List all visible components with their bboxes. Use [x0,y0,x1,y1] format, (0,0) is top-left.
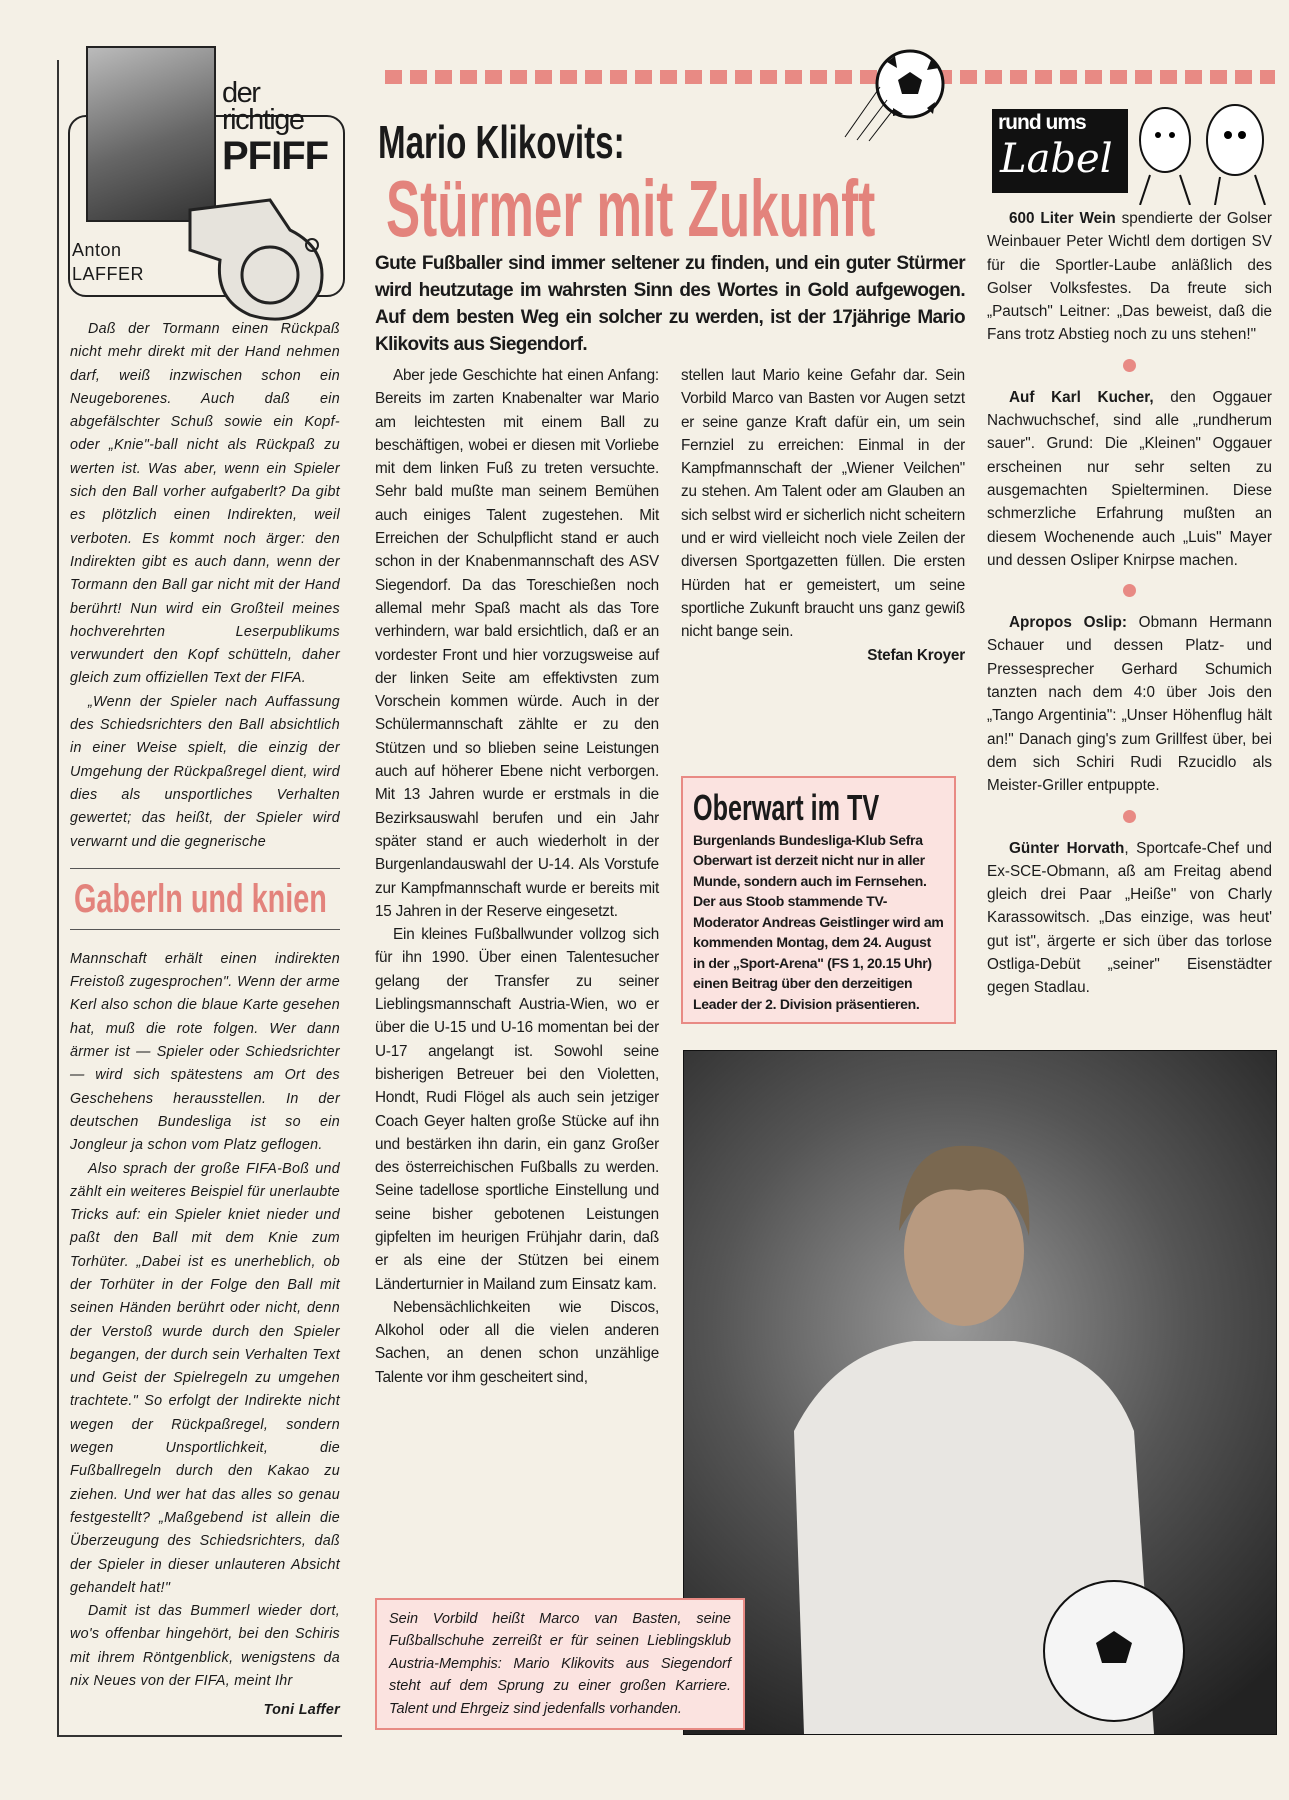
decorative-dash-bar [385,70,1275,84]
article-headline-text: Stürmer mit Zukunft [386,164,876,253]
soccer-ball-icon [835,42,955,142]
column-subheading-text: Gaberln und knien [74,876,327,921]
sidebar-items [987,207,1272,1000]
photo-caption: Sein Vorbild heißt Marco van Basten, seine Fußballschuhe zerreißt er für seinen Lieblingsklub Austria-Memphis: Mario Klikovits aus Siegendorf steht auf dem Sprung zu einer großen Karriere. Talent und Ehrgeiz sind jedenfalls vorhanden. [375,1598,745,1731]
sidebar-item-lead: Auf Karl Kucher, [1009,388,1154,406]
article-kicker-text: Mario Klikovits: [378,116,625,168]
logo-top-text: rund ums [998,111,1086,134]
article-paragraph: stellen laut Mario keine Gefahr dar. Sein Vorbild Marco van Basten vor Augen setzt er seine ganze Kraft dafür ein, um sein Fernziel zu erreichen: Einmal in der Kampfmannschaft der „Wiener Veilchen" zu stehen. Am Talent oder am Glauben an sich selbst wird er sicherlich nicht scheitern und er wird vielleicht noch viele Zeilen der diversen Sportgazetten füllen. Die ersten Hürden hat er gemeistert, um seine sportliche Zukunft braucht uns ganz gewiß nicht bange sein. [681,367,965,641]
info-box [681,776,956,1025]
bullet-dot-icon [1123,584,1136,597]
sidebar-item-text: den Oggauer Nachwuchschef, sind alle „rundherum sauer". Grund: Die „Kleinen" Oggauer erscheinen nur sehr selten zu ausgemachten Spielterminen. Diese schmerzliche Erfahrung mußten an diesem Wochenende auch „Luis" Mayer und dessen Osliper Knirpse machen. [987,388,1272,569]
sidebar-item-text: Obmann Hermann Schauer und dessen Platz- und Pressesprecher Gerhard Schumich tanzten nach dem 4:0 über Jois den „Tango Argentinia": „Unser Höhenflug hält an!" Danach ging's zum Grillfest über, bei dem sich Schiri Rudi Rzucidlo als Meister-Griller entpuppte. [987,614,1272,795]
article-paragraph: Aber jede Geschichte hat einen Anfang: Bereits im zarten Knabenalter war Mario am leichtesten mit einem Ball zu beschäftigen, wobei er diesen mit Vorliebe mit dem linken Fuß zu treten versuchte. Sehr bald mußte man seinem Bemühen auch einiges Talent zugestehen. Mit Erreichen der Schulpflicht stand er auch schon in der Knabenmannschaft des ASV Siegendorf. Da das Toreschießen noch allemal mehr Spaß macht als das Tore verhindern, war bald ersichtlich, daß er an vordester Front und hier vorzugsweise auf der linken Seite am effektivsten zum Vorschein kommen würde. Auch in der Schülermannschaft zählte er zu den Stützen und so blieben seine Leistungen auch auf höherer Ebene nicht verborgen. Mit 13 Jahren wurde er erstmals in die Bezirksauswahl berufen und ein Jahr später stand er auch wiederholt in der Burgenlandauswahl der U-14. Als Vorstufe zur Kampfmannschaft wurde er bereits mit 15 Jahren in der Reserve eingesetzt. [375,367,659,920]
article-byline: Stefan Kroyer [867,646,965,664]
sidebar-item-lead: 600 Liter Wein [1009,210,1116,227]
author-last-name: LAFFER [72,264,145,284]
info-box-text: Burgenlands Bundesliga-Klub Sefra Oberwart ist derzeit nicht nur in aller Munde, sondern auch im Fernsehen. Der aus Stoob stammende TV-Moderator Andreas Geistlinger wird am kommenden Montag, dem 24. August in der „Sport-Arena" (FS 1, 20.15 Uhr) einen Beitrag über den derzeitigen Leader der 2. Division präsentieren. [693,831,944,1012]
sidebar-item [987,611,1272,797]
column-text-top [70,318,340,854]
sidebar-item [987,837,1272,1000]
column-paragraph: Damit ist das Bummerl wieder dort, wo's offenbar hingehört, bei den Schiris mit ihrem Röntgenblick, wenigstens da nix Neues von der FIFA, meint Ihr [70,1603,340,1690]
column-body [70,318,340,1723]
info-box-title [693,786,944,830]
article-kicker [378,116,721,168]
article-paragraph: Ein kleines Fußballwunder vollzog sich für ihn 1990. Über einen Talentesucher gelang der Transfer zu seiner Lieblingsmannschaft Austria-Wien, wo er über die U-15 und U-16 momentan bei der U-17 angelangt ist. Sowohl seine bisherigen Betreuer bei den Violetten, Hondt, Rudi Flögel als auch sein jetziger Coach Geyer halten große Stücke auf ihn und bestärken ihn darin, ein ganz Großer des österreichischen Fußballs zu werden. Seine tadellose sportliche Einstellung und seine bisher gebotenen Leistungen gipfelten im heurigen Frühjahr darin, daß er als eine der Stützen bei einem Länderturnier in Mailand zum Einsatz kam. [375,926,659,1293]
sidebar-item [987,386,1272,572]
cartoon-faces-icon [1130,95,1275,205]
sidebar-item-text: , Sportcafe-Chef und Ex-SCE-Obmann, aß am Freitag abend gleich drei Paar „Heiße" von Charly Karassowitsch. „Das einzige, was heut' gut ist", ärgerte er sich über das torlose Ostliga-Debüt „seiner" Eisenstädter gegen Stadlau. [987,839,1272,997]
column-signature: Toni Laffer [263,1702,340,1719]
article-column-2 [681,364,965,667]
article-column-1-wrap [375,364,731,1730]
sidebar-item-text: spendierte der Golser Weinbauer Peter Wichtl dem dortigen SV für die Sportler-Laube anläßlich des Golser Volksfestes. Da freute sich „Pautsch" Leitner: „Das beweist, daß die Fans trotz Abstieg noch zu uns stehen!" [987,210,1272,344]
column-paragraph: Mannschaft erhält einen indirekten Freistoß zugesprochen". Wenn der arme Kerl also schon die blaue Karte gesehen hat, muß die rote folgen. Wer dann ärmer ist — Spieler oder Schiedsrichter — wird sich spätestens am Ort des Geschehens herausstellen. In der deutschen Bundesliga ist so ein Jongleur ja schon vom Platz geflogen. [70,950,340,1154]
column-title-big: PFIFF [222,134,329,178]
logo-script-text: Label [1000,136,1113,182]
column-text-bottom [70,948,340,1723]
sidebar-item [987,207,1272,347]
divider [70,929,340,930]
bullet-dot-icon [1123,359,1136,372]
author-name [72,238,144,286]
rund-ums-label-logo [992,109,1128,193]
column-title-small: der richtige [222,77,304,136]
column-paragraph: Also sprach der große FIFA-Boß und zählt ein weiteres Beispiel für unerlaubte Tricks auf: ein Spieler kniet nieder und paßt den Ball mit dem Knie zum Torhüter. „Dabei ist es unerheblich, ob der Torhüter in der Folge den Ball mit seinen Händen berührt oder nicht, denn der Verstoß wurde durch den Spieler begangen, der durch sein Verhalten Text und Geist der Spielregeln zu umgehen trachtete." So erfolgt der Indirekte nicht wegen der Rückpaßregel, sondern wegen Unsportlichkeit, die Fußballregeln durch den Kakao zu ziehen. Und wer hat das alles so genau festgestellt? „Maßgebend ist allein die Überzeugung des Schiedsrichters, daß der Spieler in dieser unlauteren Absicht gehandelt hat!" [70,1160,340,1596]
article-paragraph: Nebensächlichkeiten wie Discos, Alkohol oder all die vielen anderen Sachen, an denen schon unzählige Talente vor ihm gescheitert sind, [375,1298,659,1386]
bullet-dot-icon [1123,810,1136,823]
column-paragraph: Daß der Tormann einen Rückpaß nicht mehr direkt mit der Hand nehmen darf, weiß inzwischen schon ein Neugeborenes. Auch daß ein abgefälschter Schuß sowie ein Kopf- oder „Knie"-ball nicht als Rückpaß zu werten ist. Was aber, wenn ein Spieler sich den Ball vorher aufgaberlt? Da gibt es plötzlich einen Indirekten, weil verboten. Es kommt noch ärger: den Indirekten gibt es auch dann, wenn der Tormann den Ball gar nicht mit der Hand berührt! Nun wird ein Großteil meines hochverehrten Leserpublikums verwundert den Kopf schütteln, daher gleich zum offiziellen Text der FIFA. [70,321,340,687]
player-photo [683,1050,1277,1735]
info-box-title-text: Oberwart im TV [693,786,880,828]
column-subheading [74,873,340,925]
sidebar-item-lead: Günter Horvath [1009,839,1125,857]
column-paragraph: „Wenn der Spieler nach Auffassung des Schiedsrichters den Ball absichtlich in einer Weise spielt, die einzig der Umgehung der Rückpaßregel dient, wird dies als unsportliches Verhalten gewertet; das heißt, der Spieler wird verwarnt und die gegnerische [70,693,340,850]
divider [70,868,340,869]
author-first-name: Anton [72,240,122,260]
column-title [222,77,329,178]
sidebar-item-lead: Apropos Oslip: [1009,614,1127,632]
article-column-2-wrap [681,364,965,1024]
whistle-icon [180,190,340,330]
player-silhouette-icon [684,1051,1276,1734]
article-column-1 [375,364,659,1389]
article-lead: Gute Fußballer sind immer seltener zu finden, und ein guter Stürmer wird heutzutage im wahrsten Sinn des Wortes in Gold aufgewogen. Auf dem besten Weg ein solcher zu werden, ist der 17jährige Mario Klikovits aus Siegendorf. [375,253,965,355]
